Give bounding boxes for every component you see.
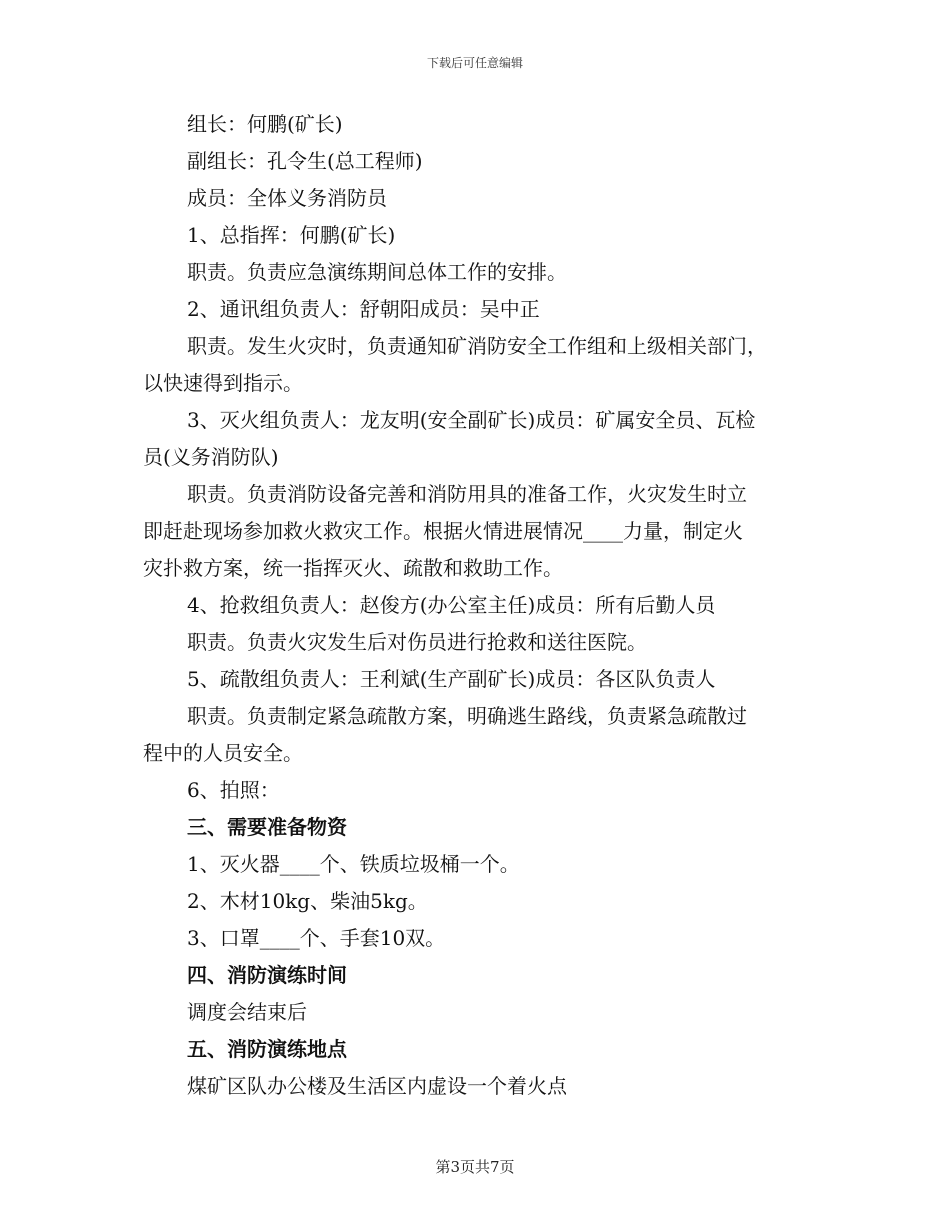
text-line: 以快速得到指示。: [143, 371, 303, 395]
text-line: 组长：何鹏(矿长): [187, 112, 343, 136]
section-heading: 五、消防演练地点: [187, 1037, 347, 1061]
text-line: 职责。发生火灾时，负责通知矿消防安全工作组和上级相关部门，: [187, 334, 767, 358]
text-line: 副组长：孔令生(总工程师): [187, 149, 423, 173]
text-line: 职责。负责火灾发生后对伤员进行抢救和送往医院。: [187, 630, 647, 654]
text-line: 3、灭火组负责人：龙友明(安全副矿长)成员：矿属安全员、瓦检: [187, 408, 756, 432]
text-line: 2、通讯组负责人：舒朝阳成员：吴中正: [187, 297, 540, 321]
page-footer: 第3页共7页: [435, 1158, 515, 1176]
text-line: 煤矿区队办公楼及生活区内虚设一个着火点: [187, 1074, 567, 1098]
text-line: 调度会结束后: [187, 1000, 307, 1024]
text-line: 1、灭火器____个、铁质垃圾桶一个。: [187, 852, 520, 876]
text-line: 成员：全体义务消防员: [187, 186, 387, 210]
text-line: 3、口罩____个、手套10双。: [187, 926, 446, 950]
text-line: 程中的人员安全。: [143, 741, 303, 765]
text-line: 职责。负责应急演练期间总体工作的安排。: [187, 260, 567, 284]
text-line: 员(义务消防队): [143, 445, 279, 469]
document-body: [143, 106, 808, 1105]
text-line: 5、疏散组负责人：王利斌(生产副矿长)成员：各区队负责人: [187, 667, 716, 691]
section-heading: 四、消防演练时间: [187, 963, 347, 987]
text-line: 6、拍照：: [187, 778, 280, 802]
text-line: 4、抢救组负责人：赵俊方(办公室主任)成员：所有后勤人员: [187, 593, 716, 617]
text-line: 灾扑救方案，统一指挥灭火、疏散和救助工作。: [143, 556, 563, 580]
text-line: 职责。负责制定紧急疏散方案，明确逃生路线，负责紧急疏散过: [187, 704, 747, 728]
text-line: 2、木材10kg、柴油5kg。: [187, 889, 428, 913]
text-line: 职责。负责消防设备完善和消防用具的准备工作，火灾发生时立: [187, 482, 747, 506]
section-heading: 三、需要准备物资: [187, 815, 347, 839]
text-line: 即赶赴现场参加救火救灾工作。根据火情进展情况____力量，制定火: [143, 519, 743, 543]
page-header: 下载后可任意编辑: [426, 56, 523, 70]
text-line: 1、总指挥：何鹏(矿长): [187, 223, 396, 247]
